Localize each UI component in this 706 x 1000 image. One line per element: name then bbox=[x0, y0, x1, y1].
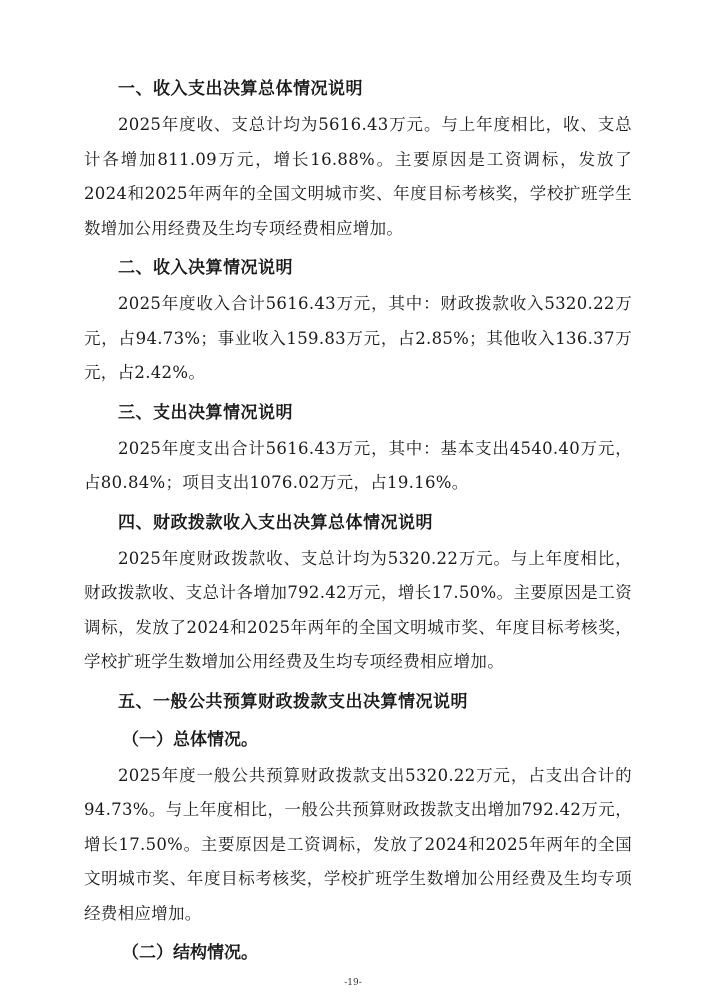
page-number: -19- bbox=[344, 978, 362, 988]
section-heading-5: 五、一般公共预算财政拨款支出决算情况说明 bbox=[118, 691, 468, 712]
section-paragraph-2: 2025年度收入合计5616.43万元，其中：财政拨款收入5320.22万元，占94.73%；事业收入159.83万元，占2.85%；其他收入136.37万元，占2.42%。 bbox=[84, 294, 632, 382]
section-heading-2: 二、收入决算情况说明 bbox=[118, 258, 293, 278]
section-paragraph-5: 2025年度一般公共预算财政拨款支出5320.22万元，占支出合计的94.73%。与上年度相比，一般公共预算财政拨款支出增加792.42万元，增长17.50%。主要原因是工资调标，发放了2024和2025年两年的全国文明城市奖、年度目标考核奖，学校扩班学生数增加公用经费及生均专项经费相应增加。 bbox=[84, 765, 632, 923]
section-paragraph-1: 2025年度收、支总计均为5616.43万元。与上年度相比，收、支总计各增加811.09万元，增长16.88%。主要原因是工资调标，发放了2024和2025年两年的全国文明城市奖、年度目标考核奖，学校扩班学生数增加公用经费及生均专项经费相应增加。 bbox=[84, 115, 632, 238]
section-paragraph-4: 2025年度财政拨款收、支总计均为5320.22万元。与上年度相比，财政拨款收、支总计各增加792.42万元，增长17.50%。主要原因是工资调标，发放了2024和2025年两年的全国文明城市奖、年度目标考核奖，学校扩班学生数增加公用经费及生均专项经费相应增加。 bbox=[84, 548, 632, 671]
subsection-heading-structure: （二）结构情况。 bbox=[122, 943, 258, 963]
section-paragraph-3: 2025年度支出合计5616.43万元，其中：基本支出4540.40万元，占80.84%；项目支出1076.02万元，占19.16%。 bbox=[84, 438, 632, 492]
section-heading-4: 四、财政拨款收入支出决算总体情况说明 bbox=[118, 512, 433, 533]
section-heading-3: 三、支出决算情况说明 bbox=[118, 402, 293, 423]
document-page bbox=[84, 70, 632, 972]
subsection-heading-overall: （一）总体情况。 bbox=[122, 729, 258, 750]
section-heading-1: 一、收入支出决算总体情况说明 bbox=[118, 79, 363, 99]
